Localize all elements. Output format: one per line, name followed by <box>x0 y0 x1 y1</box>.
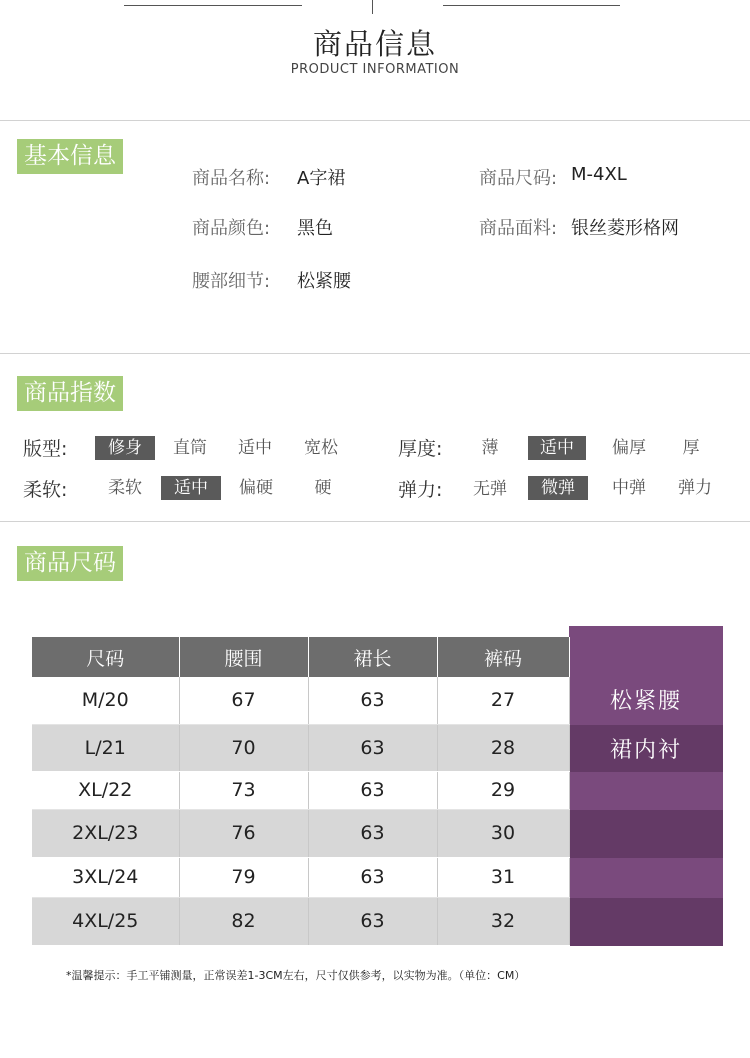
info-value-color: 黑色 <box>297 218 333 239</box>
index-label-fit: 版型: <box>23 438 68 460</box>
index-option-thickness-3: 厚 <box>682 438 700 458</box>
table-cell: L/21 <box>32 724 179 771</box>
header-left-line <box>124 5 302 6</box>
info-label-waist: 腰部细节: <box>192 271 271 292</box>
table-cell: 63 <box>308 677 437 724</box>
table-header-cell: 裤码 <box>437 637 569 677</box>
info-label-size: 商品尺码: <box>479 168 558 189</box>
index-option-softness-0: 柔软 <box>108 478 142 498</box>
index-option-elasticity-3: 弹力 <box>678 478 712 498</box>
index-option-fit-1: 直筒 <box>173 438 207 458</box>
side-note-elastic-waist: 松紧腰 <box>609 689 682 714</box>
table-row <box>32 677 569 724</box>
table-cell: 63 <box>308 771 437 809</box>
section-badge-size: 商品尺码 <box>17 546 123 581</box>
section-badge-basic-info: 基本信息 <box>17 139 123 174</box>
table-cell: 63 <box>308 724 437 771</box>
info-value-waist: 松紧腰 <box>297 271 351 292</box>
measurement-note: *温馨提示：手工平铺测量，正常误差1-3CM左右，尺寸仅供参考，以实物为准。（单位：CM） <box>66 969 526 982</box>
table-cell: 67 <box>179 677 308 724</box>
table-cell: 63 <box>308 809 437 857</box>
table-row <box>32 771 569 809</box>
table-cell: 30 <box>437 809 569 857</box>
table-header-row <box>32 637 569 677</box>
index-label-softness: 柔软: <box>23 479 68 501</box>
info-value-name: A字裙 <box>297 168 346 189</box>
divider <box>0 353 750 354</box>
table-cell: 2XL/23 <box>32 809 179 857</box>
size-table <box>32 637 570 946</box>
info-value-fabric: 银丝菱形格网 <box>571 218 679 239</box>
index-option-softness-1: 适中 <box>161 476 221 500</box>
table-cell: 32 <box>437 897 569 945</box>
table-cell: 73 <box>179 771 308 809</box>
index-option-fit-3: 宽松 <box>304 438 338 458</box>
header-right-line <box>443 5 620 6</box>
table-row <box>32 724 569 771</box>
side-column-cell <box>569 858 723 898</box>
info-label-fabric: 商品面料: <box>479 218 558 239</box>
index-option-elasticity-2: 中弹 <box>612 478 646 498</box>
index-label-elasticity: 弹力: <box>398 479 443 501</box>
table-header-cell: 裙长 <box>308 637 437 677</box>
page-title: 商品信息 <box>312 27 437 61</box>
index-label-thickness: 厚度: <box>398 438 443 460</box>
side-column-header <box>569 626 723 678</box>
side-column-cell <box>569 772 723 810</box>
info-value-size: M-4XL <box>571 164 627 185</box>
table-cell: 27 <box>437 677 569 724</box>
header-center-tick <box>372 0 373 14</box>
index-option-fit-0: 修身 <box>95 436 155 460</box>
info-label-color: 商品颜色: <box>192 218 271 239</box>
page-subtitle: PRODUCT INFORMATION <box>290 62 460 77</box>
table-cell: 28 <box>437 724 569 771</box>
table-header-cell: 尺码 <box>32 637 179 677</box>
table-cell: 29 <box>437 771 569 809</box>
side-column-cell <box>569 810 723 858</box>
info-label-name: 商品名称: <box>192 168 271 189</box>
table-cell: 4XL/25 <box>32 897 179 945</box>
section-badge-index: 商品指数 <box>17 376 123 411</box>
table-cell: 31 <box>437 857 569 897</box>
index-option-softness-3: 硬 <box>314 478 332 498</box>
table-cell: 3XL/24 <box>32 857 179 897</box>
index-option-thickness-0: 薄 <box>481 438 499 458</box>
divider <box>0 521 750 522</box>
divider <box>0 120 750 121</box>
table-cell: 63 <box>308 897 437 945</box>
table-cell: M/20 <box>32 677 179 724</box>
table-cell: 70 <box>179 724 308 771</box>
table-cell: XL/22 <box>32 771 179 809</box>
table-row <box>32 897 569 945</box>
index-option-softness-2: 偏硬 <box>239 478 273 498</box>
table-cell: 79 <box>179 857 308 897</box>
table-header-cell: 腰围 <box>179 637 308 677</box>
index-option-thickness-2: 偏厚 <box>612 438 646 458</box>
index-option-elasticity-0: 无弹 <box>473 479 507 499</box>
table-row <box>32 857 569 897</box>
side-column-cell <box>569 898 723 946</box>
table-cell: 76 <box>179 809 308 857</box>
table-cell: 82 <box>179 897 308 945</box>
index-option-fit-2: 适中 <box>238 438 272 458</box>
table-row <box>32 809 569 857</box>
index-option-thickness-1: 适中 <box>528 436 586 460</box>
table-cell: 63 <box>308 857 437 897</box>
index-option-elasticity-1: 微弹 <box>528 476 588 500</box>
side-note-lining: 裙内衬 <box>609 738 682 763</box>
